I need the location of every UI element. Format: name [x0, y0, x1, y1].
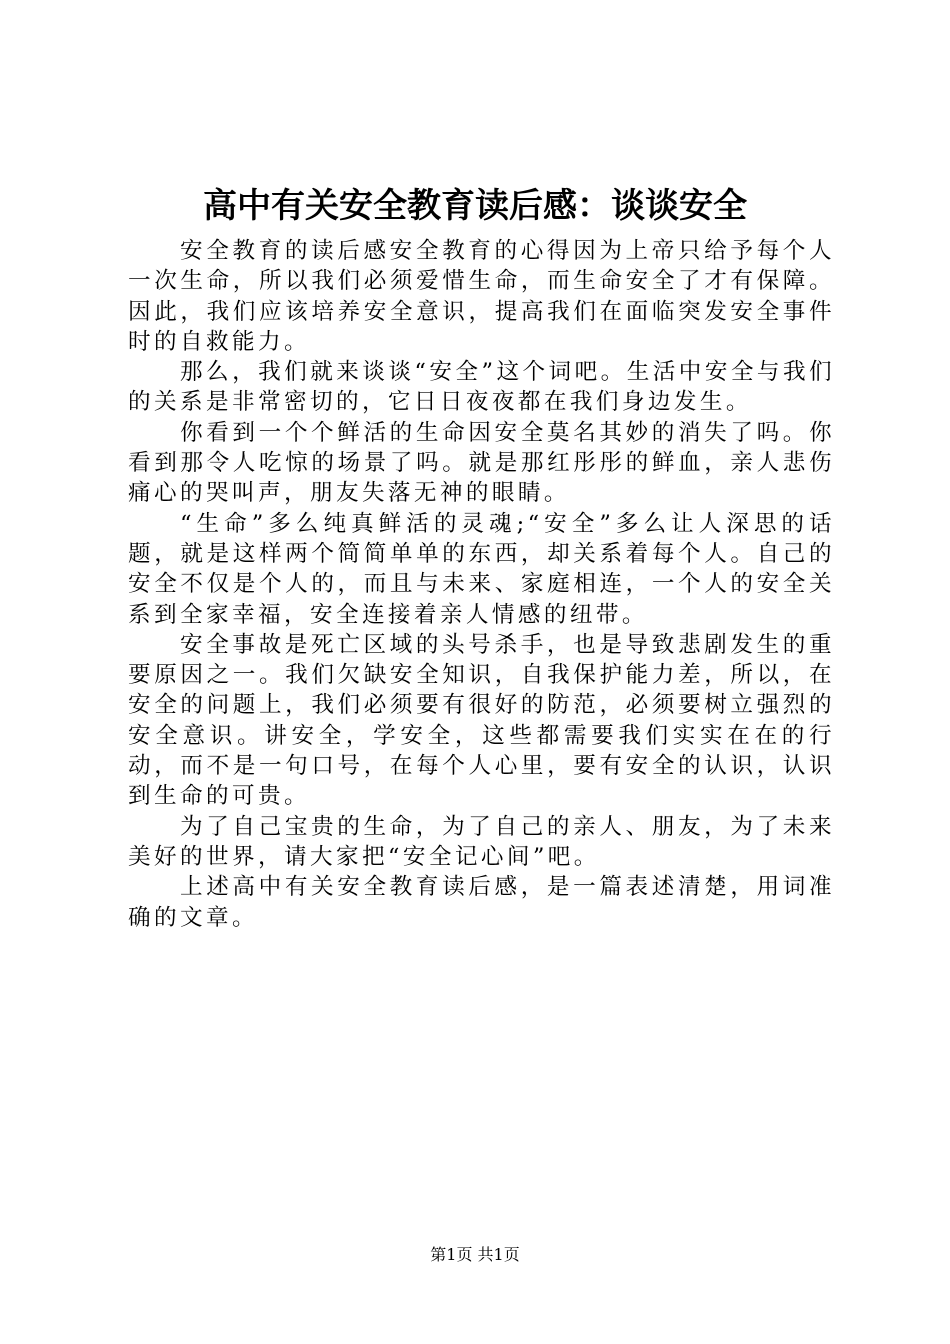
paragraph-4: “生命”多么纯真鲜活的灵魂;“安全”多么让人深思的话题，就是这样两个简简单单的东西，却关系着每个人。自己的安全不仅是个人的，而且与未来、家庭相连，一个人的安全关系到全家幸福，安全连接着亲人情感的纽带。	[128, 510, 835, 628]
page-number-footer: 第1页 共1页	[430, 1245, 520, 1264]
document-body	[128, 236, 835, 933]
paragraph-3: 你看到一个个鲜活的生命因安全莫名其妙的消失了吗。你看到那令人吃惊的场景了吗。就是那红彤彤的鲜血，亲人悲伤痛心的哭叫声，朋友失落无神的眼睛。	[128, 419, 835, 507]
paragraph-7: 上述高中有关安全教育读后感，是一篇表述清楚，用词准确的文章。	[128, 874, 835, 931]
paragraph-2: 那么，我们就来谈谈“安全”这个词吧。生活中安全与我们的关系是非常密切的，它日日夜夜都在我们身边发生。	[128, 359, 835, 416]
document-title: 高中有关安全教育读后感：谈谈安全	[203, 186, 747, 226]
paragraph-5: 安全事故是死亡区域的头号杀手，也是导致悲剧发生的重要原因之一。我们欠缺安全知识，自我保护能力差，所以，在安全的问题上，我们必须要有很好的防范，必须要树立强烈的安全意识。讲安全，学安全，这些都需要我们实实在在的行动，而不是一句口号，在每个人心里，要有安全的认识，认识到生命的可贵。	[128, 631, 835, 810]
paragraph-1: 安全教育的读后感安全教育的心得因为上帝只给予每个人一次生命，所以我们必须爱惜生命，而生命安全了才有保障。因此，我们应该培养安全意识，提高我们在面临突发安全事件时的自救能力。	[128, 238, 835, 355]
paragraph-6: 为了自己宝贵的生命，为了自己的亲人、朋友，为了未来美好的世界，请大家把“安全记心间”吧。	[128, 813, 835, 870]
